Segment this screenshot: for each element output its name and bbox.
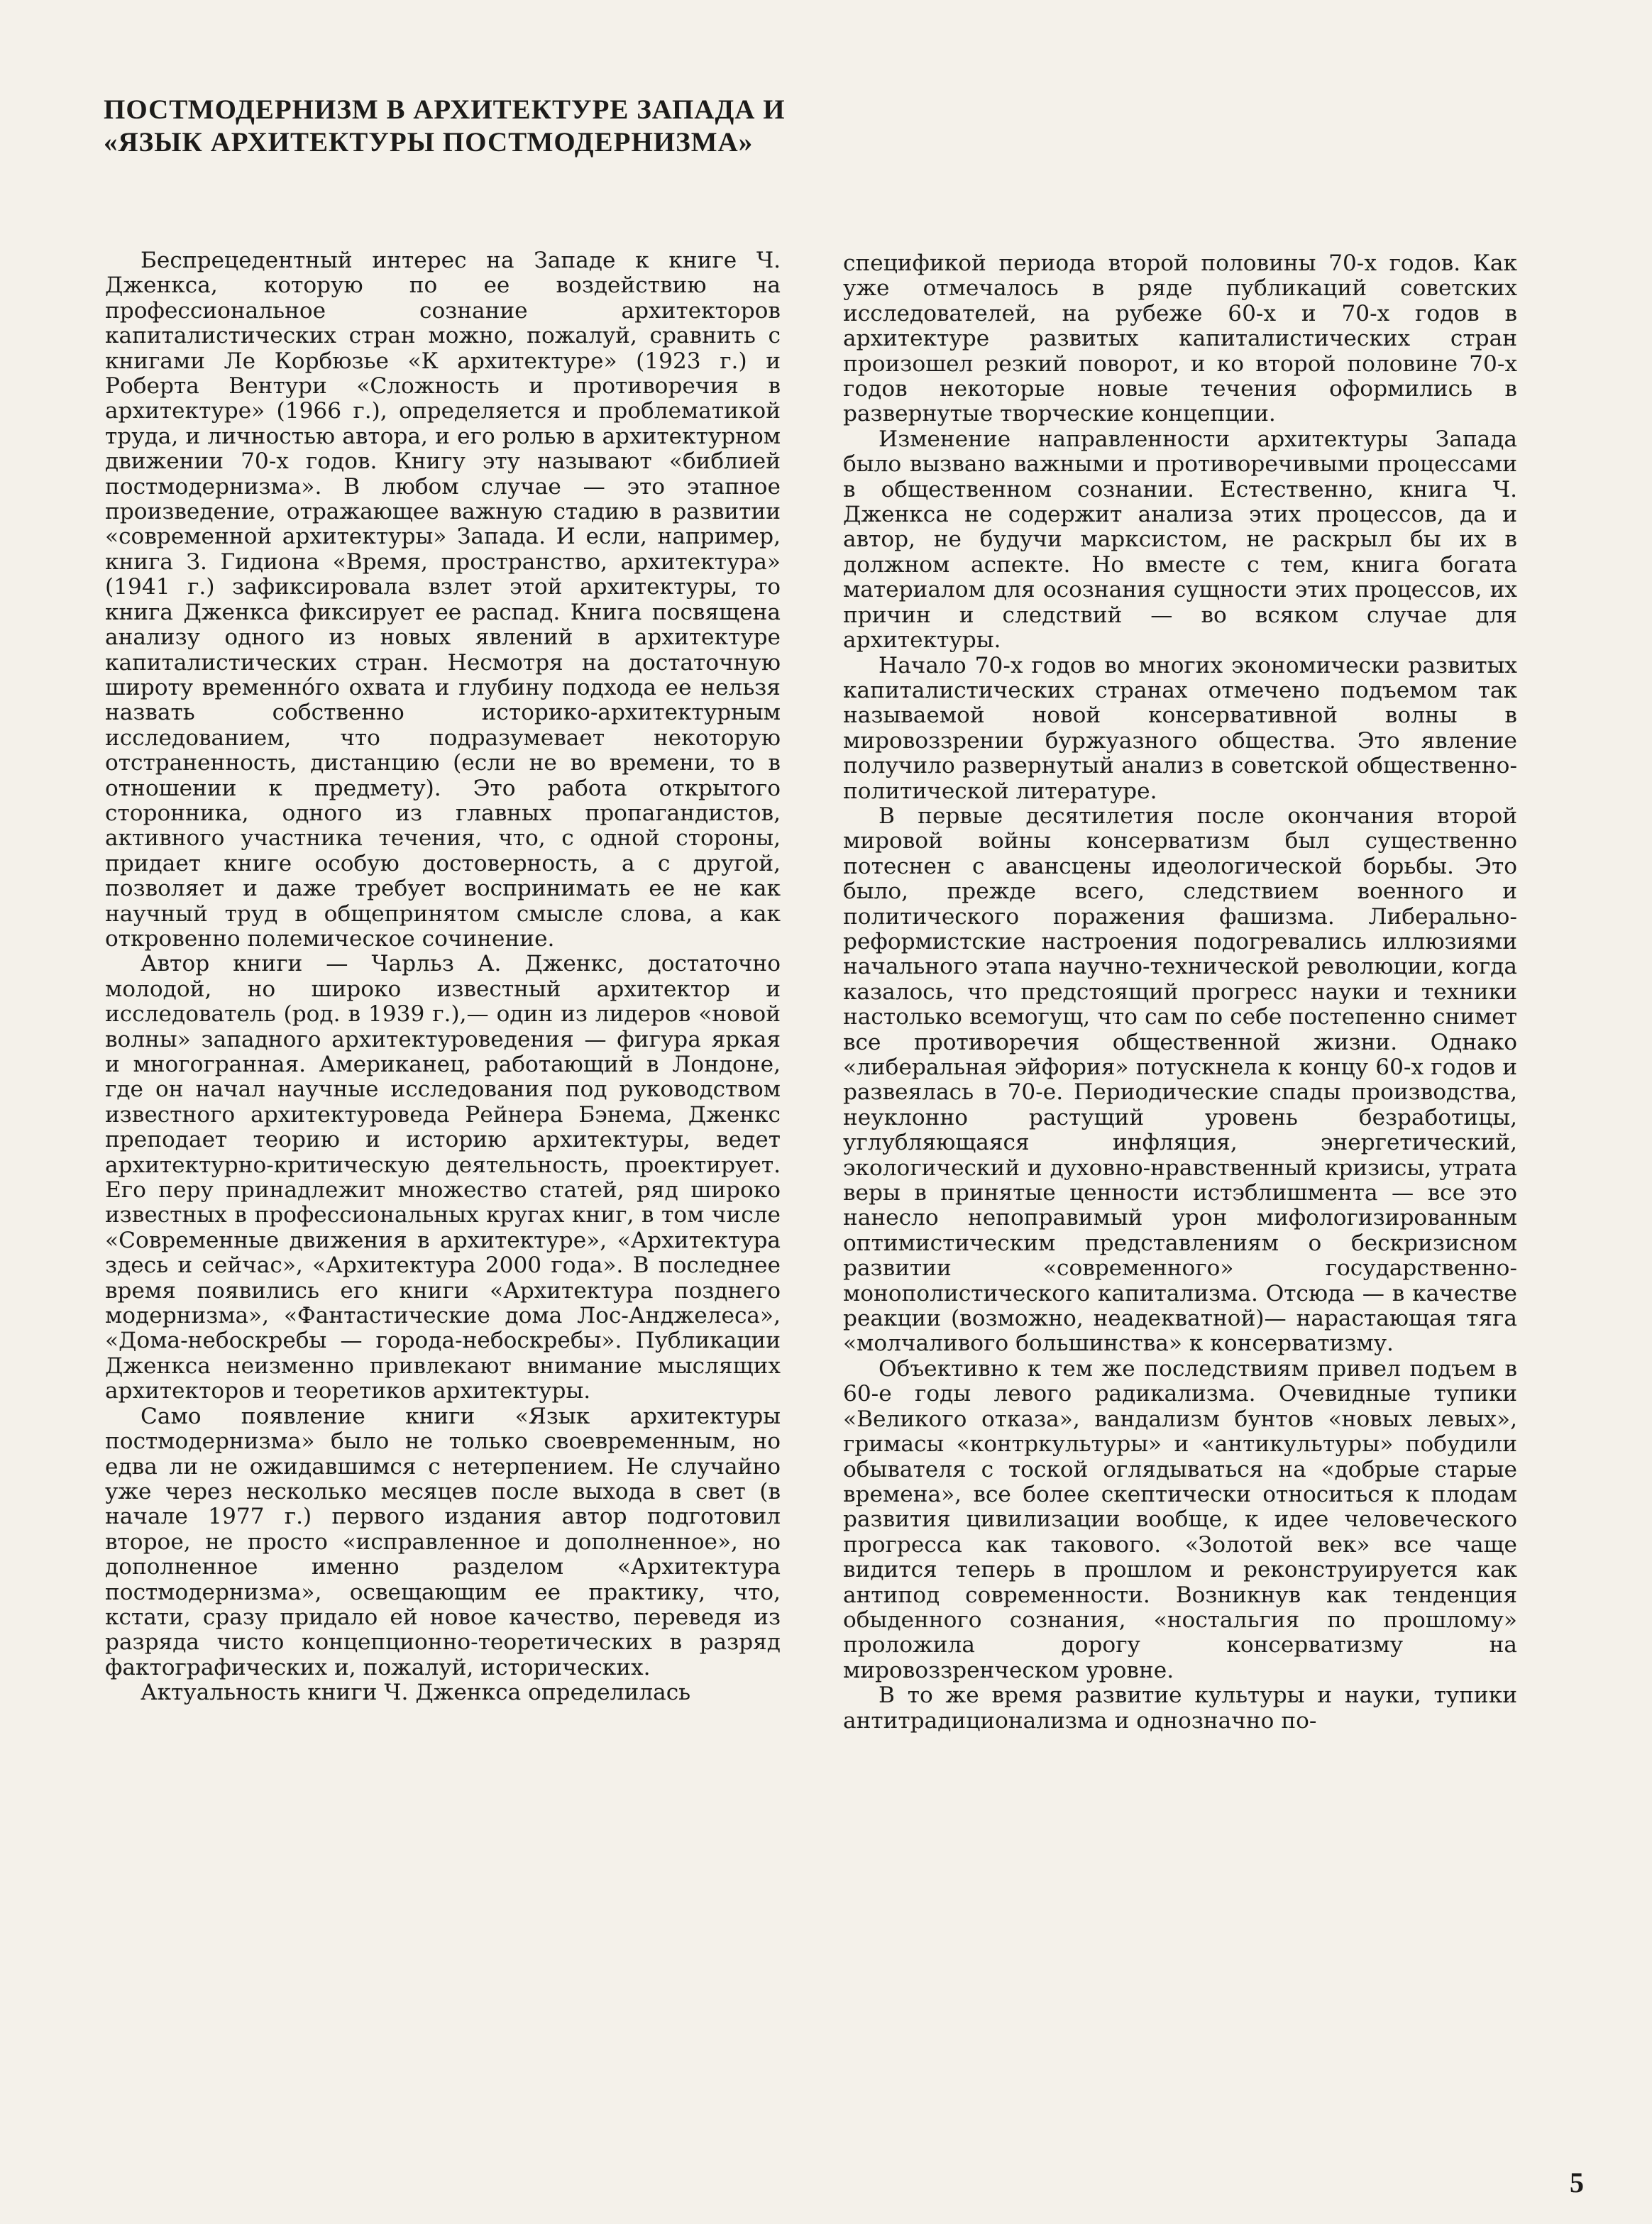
left-column bbox=[105, 248, 781, 1706]
body-paragraph: В первые десятилетия после окончания второй мировой войны консерватизм был существенно потеснен с авансцены идеологической борьбы. Это было, прежде всего, следствием военного и политического поражения фашизма. Либерально-реформистские настроения подогревались иллюзиями начального этапа научно-технической революции, когда казалось, что предстоящий прогресс науки и техники настолько всемогущ, что сам по себе постепенно снимет все противоречия общественной жизни. Однако «либеральная эйфория» потускнела к концу 60-х годов и развеялась в 70-е. Периодические спады производства, неуклонно растущий уровень безработицы, углубляющаяся инфляция, энергетический, экологический и духовно-нравственный кризисы, утрата веры в принятые ценности истэблишмента — все это нанесло непоправимый урон мифологизированным оптимистическим представлениям о бескризисном развитии «современного» государственно-монополистического капитализма. Отсюда — в качестве реакции (возможно, неадекватной)— нарастающая тяга «молчаливого большинства» к консерватизму. bbox=[843, 803, 1517, 1357]
body-paragraph: Само появление книги «Язык архитектуры постмодернизма» было не только своевременным, но едва ли не ожидавшимся с нетерпением. Не случайно уже через несколько месяцев после выхода в свет (в начале 1977 г.) первого издания автор подготовил второе, не просто «исправленное и дополненное», но дополненное именно разделом «Архитектура постмодернизма», освещающим ее практику, что, кстати, сразу придало ей новое качество, переведя из разряда чисто концепционно-теоретических в разряд фактографических и, пожалуй, исторических. bbox=[105, 1403, 781, 1680]
body-paragraph: Начало 70-х годов во многих экономически развитых капиталистических странах отмечено подъемом так называемой новой консервативной волны в мировоззрении буржуазного общества. Это явление получило развернутый анализ в советской общественно-политической литературе. bbox=[843, 652, 1517, 804]
body-paragraph-continued: спецификой периода второй половины 70-х годов. Как уже отмечалось в ряде публикаций советских исследователей, на рубеже 60-х и 70-х годов в архитектуре развитых капиталистических стран произошел резкий поворот, и ко второй половине 70-х годов некоторые новые течения оформились в развернутые творческие концепции. bbox=[843, 251, 1517, 427]
body-paragraph: Актуальность книги Ч. Дженкса определилась bbox=[141, 1680, 691, 1706]
article-title bbox=[104, 94, 799, 159]
body-paragraph: Изменение направленности архитектуры Запада было вызвано важными и противоречивыми процессами в общественном сознании. Естественно, книга Ч. Дженкса не содержит анализа этих процессов, да и автор, не будучи марксистом, не раскрыл бы их в должном аспекте. Но вместе с тем, книга богата материалом для осознания сущности этих процессов, их причин и следствий — во всяком случае для архитектуры. bbox=[843, 426, 1517, 654]
body-paragraph: В то же время развитие культуры и науки, тупики антитрадиционализма и однозначно по- bbox=[843, 1683, 1517, 1734]
body-paragraph: Объективно к тем же последствиям привел подъем в 60-е годы левого радикализма. Очевидные тупики «Великого отказа», вандализм бунтов «новых левых», гримасы «контркультуры» и «антикультуры» побудили обывателя с тоской оглядываться на «добрые старые времена», все более скептически относиться к плодам развития цивилизации вообще, к идее человеческого прогресса как такового. «Золотой век» все чаще видится теперь в прошлом и реконструируется как антипод современности. Возникнув как тенденция обыденного сознания, «ностальгия по прошлому» проложила дорогу консерватизму на мировоззренческом уровне. bbox=[843, 1355, 1517, 1683]
body-paragraph: Беспрецедентный интерес на Западе к книге Ч. Дженкса, которую по ее воздействию на профессиональное сознание архитекторов капиталистических стран можно, пожалуй, сравнить с книгами Ле Корбюзье «К архитектуре» (1923 г.) и Роберта Вентури «Сложность и противоречия в архитектуре» (1966 г.), определяется и проблематикой труда, и личностью автора, и его ролью в архитектурном движении 70-х годов. Книгу эту называют «библией постмодернизма». В любом случае — это этапное произведение, отражающее важную стадию в развитии «современной архитектуры» Запада. И если, например, книга З. Гидиона «Время, пространство, архитектура» (1941 г.) зафиксировала взлет этой архитектуры, то книга Дженкса фиксирует ее распад. Книга посвящена анализу одного из новых явлений в архитектуре капиталистических стран. Несмотря на достаточную широту временнóго охвата и глубину подхода ее нельзя назвать собственно историко-архитектурным исследованием, что подразумевает некоторую отстраненность, дистанцию (если не во времени, то в отношении к предмету). Это работа открытого сторонника, одного из главных пропагандистов, активного участника течения, что, с одной стороны, придает книге особую достоверность, а с другой, позволяет и даже требует воспринимать ее не как научный труд в общепринятом смысле слова, а как откровенно полемическое сочинение. bbox=[105, 248, 781, 952]
article-title-line-2: «ЯЗЫК АРХИТЕКТУРЫ ПОСТМОДЕРНИЗМА» bbox=[104, 127, 754, 158]
body-paragraph: Автор книги — Чарльз А. Дженкс, достаточно молодой, но широко известный архитектор и исследователь (род. в 1939 г.),— один из лидеров «новой волны» западного архитектуроведения — фигура яркая и многогранная. Американец, работающий в Лондоне, где он начал научные исследования под руководством известного архитектуроведа Рейнера Бэнема, Дженкс преподает теорию и историю архитектуры, ведет архитектурно-критическую деятельность, проектирует. Его перу принадлежит множество статей, ряд широко известных в профессиональных кругах книг, в том числе «Современные движения в архитектуре», «Архитектура здесь и сейчас», «Архитектура 2000 года». В последнее время появились его книги «Архитектура позднего модернизма», «Фантастические дома Лос-Анджелеса», «Дома-небоскребы — города-небоскребы». Публикации Дженкса неизменно привлекают внимание мыслящих архитекторов и теоретиков архитектуры. bbox=[105, 951, 781, 1404]
right-column bbox=[843, 251, 1517, 1734]
page-number: 5 bbox=[1570, 2167, 1584, 2198]
article-title-line-1: ПОСТМОДЕРНИЗМ В АРХИТЕКТУРЕ ЗАПАДА И bbox=[104, 94, 786, 125]
